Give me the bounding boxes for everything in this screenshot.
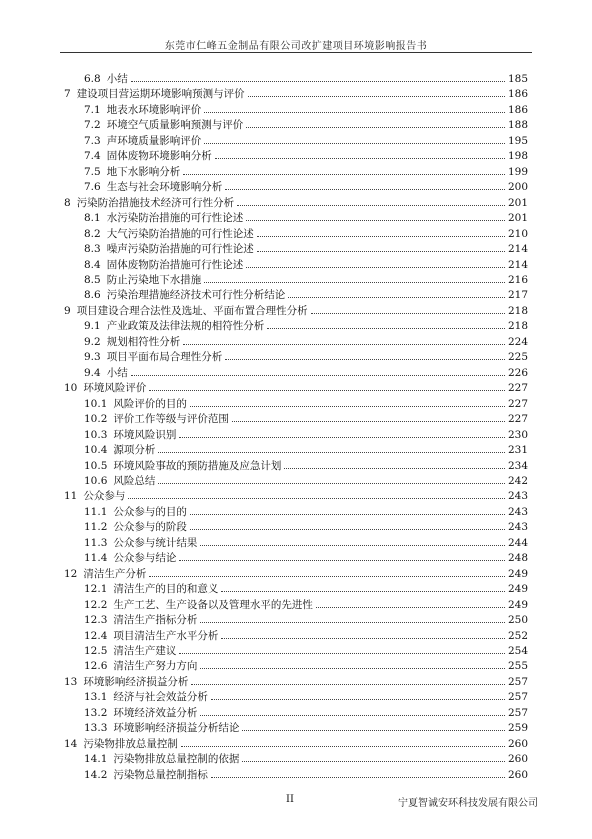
toc-dot-leader — [225, 359, 505, 360]
toc-dot-leader — [128, 498, 505, 499]
toc-entry-page: 231 — [507, 444, 528, 457]
toc-dot-leader — [246, 220, 505, 221]
footer-company: 宁夏智诚安环科技发展有限公司 — [398, 798, 538, 809]
toc-entry[interactable] — [84, 656, 528, 672]
toc-entry-number: 14 — [64, 737, 78, 750]
toc-entry-page: 260 — [507, 753, 528, 766]
toc-entry-page: 242 — [507, 474, 528, 487]
toc-entry[interactable] — [84, 533, 528, 549]
toc-entry-number: 12.4 — [84, 629, 108, 642]
toc-entry[interactable] — [84, 641, 528, 657]
toc-dot-leader — [179, 560, 505, 561]
toc-entry-title: 水污染防治措施的可行性论述 — [106, 212, 244, 225]
toc-entry-number: 8.4 — [84, 258, 101, 271]
toc-entry-title: 环境风险识别 — [113, 428, 177, 441]
toc-dot-leader — [237, 205, 505, 206]
toc-entry-number: 9 — [64, 304, 71, 317]
toc-entry[interactable] — [84, 270, 528, 286]
toc-entry-page: 257 — [507, 706, 528, 719]
toc-entry-number: 7.3 — [84, 134, 101, 147]
toc-entry-page: 243 — [507, 521, 528, 534]
toc-entry-number: 14.2 — [84, 768, 108, 781]
toc-entry-title: 评价工作等级与评价范围 — [113, 413, 229, 426]
toc-entry[interactable] — [64, 486, 528, 502]
toc-entry[interactable] — [64, 84, 528, 100]
toc-entry-page: 186 — [507, 88, 528, 101]
toc-entry[interactable] — [84, 502, 528, 518]
toc-entry-number: 10.5 — [84, 459, 108, 472]
toc-entry-title: 环境风险事故的预防措施及应急计划 — [113, 459, 282, 472]
toc-entry-page: 200 — [507, 181, 528, 194]
toc-entry-page: 227 — [507, 413, 528, 426]
toc-entry-title: 地表水环境影响评价 — [106, 103, 202, 116]
toc-entry[interactable] — [64, 378, 528, 394]
toc-entry[interactable] — [84, 749, 528, 765]
toc-entry[interactable] — [84, 579, 528, 595]
toc-entry-number: 14.1 — [84, 753, 108, 766]
toc-entry[interactable] — [84, 332, 528, 348]
toc-entry-title: 项目平面布局合理性分析 — [106, 351, 223, 364]
toc-entry-title: 建设项目营运期环境影响预测与评价 — [76, 88, 245, 101]
toc-dot-leader — [311, 313, 505, 314]
toc-dot-leader — [183, 344, 505, 345]
toc-entry[interactable] — [64, 672, 528, 688]
toc-dot-leader — [221, 591, 505, 592]
toc-dot-leader — [149, 576, 505, 577]
toc-entry[interactable] — [84, 316, 528, 332]
toc-entry[interactable] — [64, 564, 528, 580]
toc-entry[interactable] — [84, 425, 528, 441]
toc-entry-number: 10 — [64, 382, 78, 395]
toc-entry-number: 8.5 — [84, 273, 101, 286]
toc-entry[interactable] — [64, 734, 528, 750]
toc-entry-page: 199 — [507, 165, 528, 178]
toc-dot-leader — [158, 452, 505, 453]
toc-entry-number: 11 — [64, 490, 78, 503]
toc-entry-number: 7.6 — [84, 181, 101, 194]
toc-dot-leader — [131, 375, 505, 376]
toc-entry-number: 7.5 — [84, 165, 101, 178]
toc-dot-leader — [215, 158, 505, 159]
toc-dot-leader — [211, 699, 505, 700]
toc-entry-title: 公众参与的阶段 — [113, 521, 187, 534]
toc-entry[interactable] — [84, 239, 528, 255]
header-rule — [60, 52, 532, 53]
toc-entry-page: 255 — [507, 660, 528, 673]
toc-entry-page: 257 — [507, 691, 528, 704]
toc-entry-title: 规划相符性分析 — [106, 335, 181, 348]
toc-dot-leader — [190, 406, 505, 407]
toc-entry-title: 固体废物防治措施可行性论述 — [106, 258, 244, 271]
toc-entry-page: 216 — [507, 273, 528, 286]
toc-entry-title: 污染防治措施技术经济可行性分析 — [76, 196, 235, 209]
toc-entry-title: 生态与社会环境影响分析 — [106, 181, 223, 194]
toc-dot-leader — [242, 761, 505, 762]
toc-entry-page: 248 — [507, 552, 528, 565]
toc-entry[interactable] — [84, 100, 528, 116]
toc-entry[interactable] — [64, 301, 528, 317]
toc-entry-number: 8.6 — [84, 289, 101, 302]
toc-entry-title: 污染治理措施经济技术可行性分析结论 — [106, 289, 286, 302]
toc-entry-title: 公众参与统计结果 — [113, 536, 198, 549]
toc-entry-title: 经济与社会效益分析 — [113, 691, 208, 704]
toc-entry-title: 清洁生产指标分析 — [113, 614, 198, 627]
toc-entry-page: 243 — [507, 490, 528, 503]
toc-entry-page: 210 — [507, 227, 528, 240]
toc-entry[interactable] — [84, 131, 528, 147]
toc-dot-leader — [211, 777, 505, 778]
toc-entry[interactable] — [84, 595, 528, 611]
toc-entry-title: 产业政策及法律法规的相符性分析 — [106, 320, 265, 333]
toc-entry-title: 公众参与 — [83, 490, 126, 503]
toc-entry-page: 243 — [507, 505, 528, 518]
toc-entry-number: 10.4 — [84, 444, 108, 457]
toc-entry-title: 清洁生产努力方向 — [113, 660, 198, 673]
toc-entry-title: 地下水影响分析 — [106, 165, 181, 178]
toc-entry-page: 225 — [507, 351, 528, 364]
toc-entry-title: 清洁生产建议 — [113, 645, 177, 658]
toc-entry-number: 9.2 — [84, 335, 101, 348]
toc-entry-number: 10.3 — [84, 428, 108, 441]
toc-entry[interactable] — [84, 224, 528, 240]
toc-entry-number: 7.2 — [84, 119, 101, 132]
toc-entry-title: 噪声污染防治措施的可行性论述 — [106, 243, 254, 256]
toc-entry-title: 清洁生产的目的和意义 — [113, 583, 219, 596]
toc-entry[interactable] — [84, 347, 528, 363]
toc-entry[interactable] — [84, 687, 528, 703]
toc-entry-number: 7.1 — [84, 103, 101, 116]
toc-entry-title: 清洁生产分析 — [83, 567, 147, 580]
toc-entry-page: 214 — [507, 258, 528, 271]
toc-dot-leader — [284, 468, 505, 469]
toc-dot-leader — [232, 421, 505, 422]
toc-entry-page: 218 — [507, 320, 528, 333]
toc-dot-leader — [200, 715, 505, 716]
toc-entry[interactable] — [84, 456, 528, 472]
toc-entry-title: 污染物排放总量控制的依据 — [113, 753, 240, 766]
toc-entry-number: 12 — [64, 567, 78, 580]
toc-entry-title: 小结 — [106, 73, 128, 85]
toc-entry-title: 大气污染防治措施的可行性论述 — [106, 227, 254, 240]
toc-dot-leader — [242, 730, 505, 731]
toc-dot-leader — [246, 267, 505, 268]
toc-entry-number: 7 — [64, 88, 71, 101]
toc-dot-leader — [204, 143, 505, 144]
toc-entry-page: 224 — [507, 335, 528, 348]
toc-entry-page: 252 — [507, 629, 528, 642]
toc-dot-leader — [204, 112, 505, 113]
toc-dot-leader — [221, 638, 505, 639]
toc-entry[interactable] — [84, 765, 528, 781]
toc-entry-number: 13.3 — [84, 722, 108, 735]
toc-entry-page: 227 — [507, 382, 528, 395]
toc-entry-number: 8.3 — [84, 243, 101, 256]
toc-entry-number: 6.8 — [84, 73, 101, 85]
toc-entry-page: 227 — [507, 397, 528, 410]
toc-entry[interactable] — [84, 703, 528, 719]
toc-entry-page: 201 — [507, 196, 528, 209]
toc-entry-title: 环境风险评价 — [83, 382, 147, 395]
toc-entry-title: 源项分析 — [113, 444, 156, 457]
toc-entry-page: 230 — [507, 428, 528, 441]
toc-entry[interactable] — [84, 610, 528, 626]
toc-entry-number: 12.3 — [84, 614, 108, 627]
toc-entry-title: 环境空气质量影响预测与评价 — [106, 119, 244, 132]
toc-entry-page: 260 — [507, 737, 528, 750]
toc-entry-number: 11.2 — [84, 521, 108, 534]
toc-entry-number: 8.1 — [84, 212, 101, 225]
toc-entry-number: 10.2 — [84, 413, 108, 426]
toc-dot-leader — [257, 251, 505, 252]
toc-entry[interactable] — [84, 471, 528, 487]
toc-entry-page: 249 — [507, 583, 528, 596]
toc-entry-page: 260 — [507, 768, 528, 781]
toc-dot-leader — [179, 653, 505, 654]
toc-entry-number: 9.3 — [84, 351, 101, 364]
toc-dot-leader — [248, 96, 505, 97]
toc-entry-title: 风险评价的目的 — [113, 397, 187, 410]
toc-entry-number: 10.6 — [84, 474, 108, 487]
toc-entry[interactable] — [84, 718, 528, 734]
toc-dot-leader — [204, 282, 505, 283]
toc-entry-title: 环境影响经济损益分析 — [83, 675, 189, 688]
toc-dot-leader — [200, 622, 505, 623]
toc-dot-leader — [257, 236, 505, 237]
toc-entry-number: 12.1 — [84, 583, 108, 596]
toc-entry-title: 污染物排放总量控制 — [83, 737, 178, 750]
toc-dot-leader — [200, 668, 505, 669]
toc-entry-page: 198 — [507, 150, 528, 163]
toc-entry-page: 214 — [507, 243, 528, 256]
toc-entry-title: 固体废物环境影响分析 — [106, 150, 212, 163]
toc-entry[interactable] — [84, 517, 528, 533]
toc-entry-page: 244 — [507, 536, 528, 549]
toc-dot-leader — [181, 746, 505, 747]
toc-entry[interactable] — [84, 177, 528, 193]
toc-entry-number: 11.4 — [84, 552, 108, 565]
toc-entry-number: 13 — [64, 675, 78, 688]
toc-entry-title: 环境经济效益分析 — [113, 706, 198, 719]
toc-entry[interactable] — [84, 69, 528, 85]
toc-entry-title: 项目清洁生产水平分析 — [113, 629, 219, 642]
toc-entry[interactable] — [64, 193, 528, 209]
toc-entry-title: 环境影响经济损益分析结论 — [113, 722, 240, 735]
toc-entry-page: 186 — [507, 103, 528, 116]
toc-entry[interactable] — [84, 255, 528, 271]
toc-dot-leader — [316, 607, 505, 608]
toc-entry-page: 259 — [507, 722, 528, 735]
toc-entry[interactable] — [84, 394, 528, 410]
toc-entry[interactable] — [84, 285, 528, 301]
toc-dot-leader — [149, 390, 505, 391]
toc-entry-page: 188 — [507, 119, 528, 132]
toc-entry-number: 12.6 — [84, 660, 108, 673]
toc-entry-page: 249 — [507, 598, 528, 611]
toc-dot-leader — [190, 514, 505, 515]
toc-entry-number: 8.2 — [84, 227, 101, 240]
toc-entry-title: 声环境质量影响评价 — [106, 134, 202, 147]
toc-entry-page: 218 — [507, 304, 528, 317]
toc-dot-leader — [179, 437, 505, 438]
toc-entry[interactable] — [84, 146, 528, 162]
toc-entry-title: 防止污染地下水措施 — [106, 273, 202, 286]
toc-entry-number: 12.2 — [84, 598, 108, 611]
toc-entry-page: 201 — [507, 212, 528, 225]
toc-entry-number: 9.4 — [84, 366, 101, 379]
toc-entry[interactable] — [84, 409, 528, 425]
toc-entry-page: 195 — [507, 134, 528, 147]
toc-entry-number: 8 — [64, 196, 71, 209]
toc-entry-number: 11.3 — [84, 536, 108, 549]
toc-entry-title: 公众参与的目的 — [113, 505, 187, 518]
toc-dot-leader — [246, 127, 505, 128]
toc-entry-page: 234 — [507, 459, 528, 472]
toc-dot-leader — [158, 483, 505, 484]
footer-page-number: II — [286, 794, 294, 805]
toc-dot-leader — [225, 189, 505, 190]
toc-entry-page: 257 — [507, 675, 528, 688]
toc-entry-number: 13.2 — [84, 706, 108, 719]
toc-entry-number: 11.1 — [84, 505, 108, 518]
toc-entry-number: 7.4 — [84, 150, 101, 163]
toc-dot-leader — [131, 81, 505, 82]
toc-entry-title: 小结 — [106, 366, 128, 379]
toc-entry-number: 9.1 — [84, 320, 101, 333]
toc-dot-leader — [267, 328, 505, 329]
toc-entry[interactable] — [84, 440, 528, 456]
toc-dot-leader — [288, 297, 505, 298]
toc-entry-page: 185 — [507, 73, 528, 85]
toc-dot-leader — [191, 684, 505, 685]
toc-entry[interactable] — [84, 626, 528, 642]
toc-entry[interactable] — [84, 363, 528, 379]
toc-entry-page: 217 — [507, 289, 528, 302]
toc-entry-title: 项目建设合理合法性及选址、平面布置合理性分析 — [76, 304, 308, 317]
toc-entry[interactable] — [84, 548, 528, 564]
toc-entry-number: 13.1 — [84, 691, 108, 704]
toc-entry-page: 250 — [507, 614, 528, 627]
toc-entry-title: 风险总结 — [113, 474, 156, 487]
toc-entry[interactable] — [84, 115, 528, 131]
toc-entry[interactable] — [84, 162, 528, 178]
running-header: 东莞市仁峰五金制品有限公司改扩建项目环境影响报告书 — [164, 41, 428, 52]
toc-entry-page: 254 — [507, 645, 528, 658]
toc-entry-title: 公众参与结论 — [113, 552, 177, 565]
toc-entry-title: 污染物总量控制指标 — [113, 768, 208, 781]
toc-dot-leader — [183, 174, 505, 175]
toc-entry-page: 249 — [507, 567, 528, 580]
toc-entry[interactable] — [84, 208, 528, 224]
toc-dot-leader — [200, 545, 505, 546]
toc-entry-number: 10.1 — [84, 397, 108, 410]
toc-entry-number: 12.5 — [84, 645, 108, 658]
toc-entry-title: 生产工艺、生产设备以及管理水平的先进性 — [113, 598, 313, 611]
toc-entry-page: 226 — [507, 366, 528, 379]
toc-dot-leader — [190, 529, 505, 530]
